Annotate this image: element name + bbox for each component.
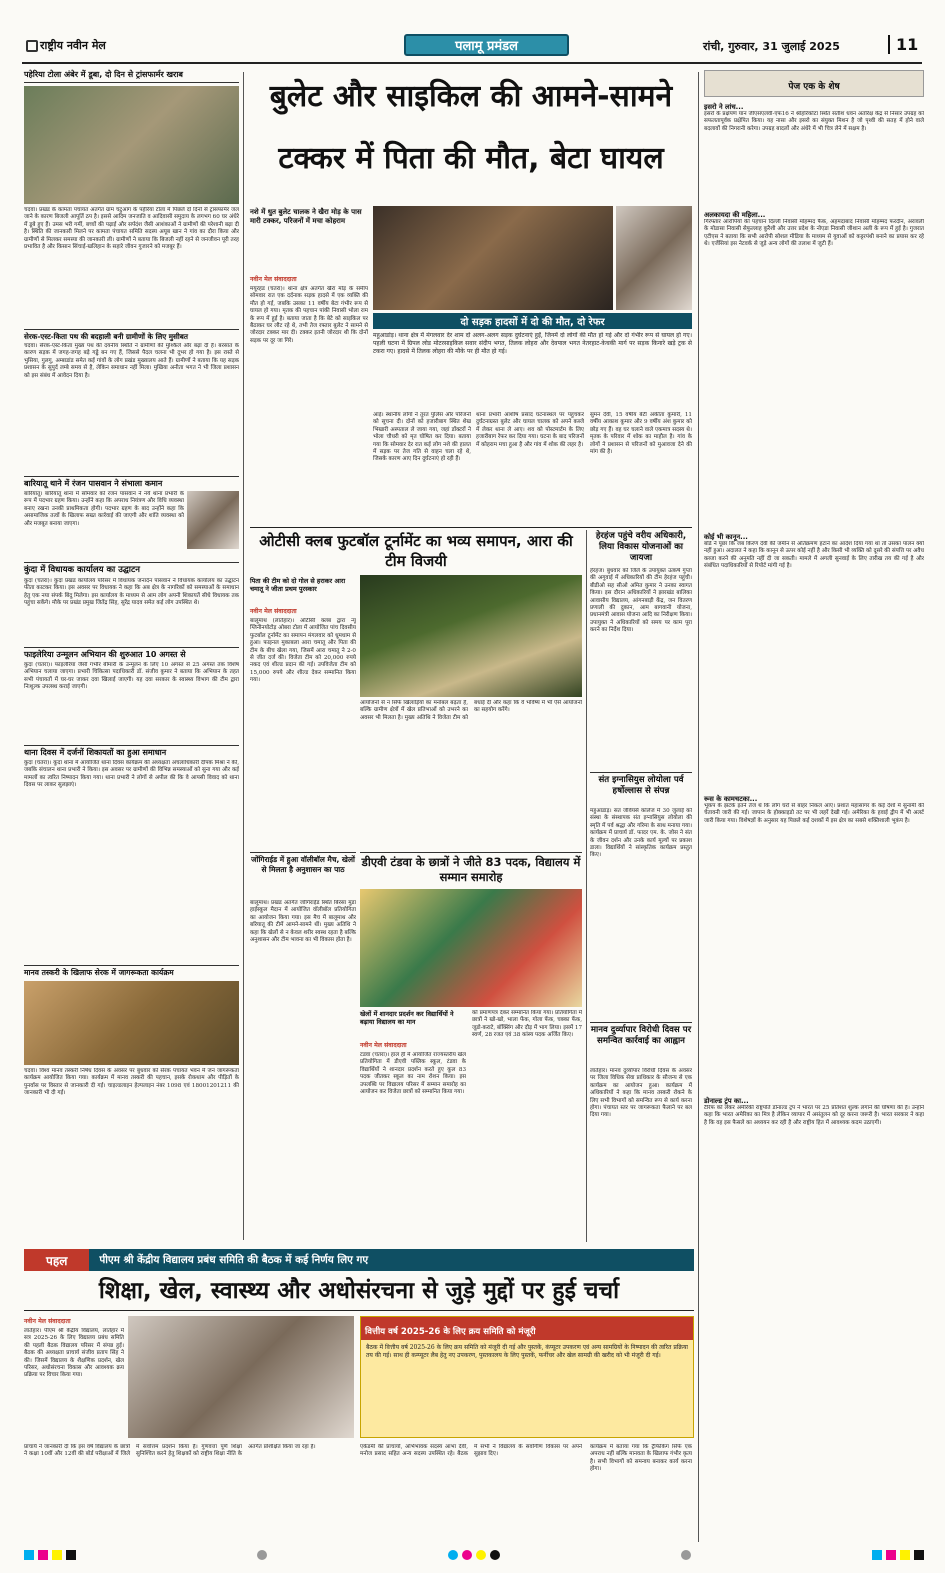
bottom-body-3: एकेडमी की प्राचार्या, अभिभावक सदस्य आभा देवी, मनोज प्रसाद सहित अन्य सदस्य उपस्थित रहे। बैठक में सभी ने विद्यालय के सर्वांगीण विकास पर अपने सुझाव दिए। bbox=[360, 1444, 582, 1458]
hrs-headline: हेरहंज पहुंचे वरीय अधिकारी, लिया विकास योजनाओं का जायजा bbox=[595, 531, 687, 563]
otc-headline: ओटीसी क्लब फुटबॉल टूर्नामेंट का भव्य समापन, आरा की टीम विजयी bbox=[259, 532, 573, 570]
registration-strip bbox=[24, 1547, 924, 1563]
main-bullet: नशे में धुत बुलेट चालक ने खैरा मोड़ के पास मारी टक्कर, परिजनों में मचा कोहराम bbox=[250, 208, 362, 225]
bottom-body-4: कार्यक्रम में बताया गया कि ट्रैफिकिंग सिर्फ एक अपराध नहीं बल्कि मानवता के खिलाफ गंभीर कृत्य है। सभी विभागों को समन्वय बनाकर कार्य करना होगा। bbox=[590, 1444, 692, 1473]
masthead-rule bbox=[22, 62, 922, 64]
sant-body: महुआडांड़। संत जेवियर्स कॉलेज में 30 जुलाई को संस्था के संस्थापक संत इग्नासियुस लोयोला की स्मृति में पर्व श्रद्धा और गरिमा के साथ मनाया गया। कार्यक्रम में प्राचार्य डॉ. फादर एम. के. जोस ने संत के जीवन दर्शन और उनके कार्य मूल्यों पर प्रकाश डाला। विद्यार्थियों ने सांस्कृतिक कार्यक्रम प्रस्तुत किए। bbox=[590, 808, 692, 859]
story-filaria-headline: फाइलेरिया उन्मूलन अभियान की शुरुआत 10 अगस्त से bbox=[24, 647, 239, 660]
main-body-3: थाना प्रभारी आशीष प्रसाद घटनास्थल पर पहुंचकर दुर्घटनाग्रस्त बुलेट और घायल चालक को अपने कब्जे में लेकर थाना ले आए। शव को पोस्टमार्टम के लिए हजारीबाग रेफर कर दिया गया। घटना के बाद परिजनों में कोहराम मचा हुआ है और गांव में शोक की लहर है। bbox=[476, 412, 584, 448]
russia-label: रूस के कामचटका... bbox=[704, 795, 758, 803]
manav-body: लातेहार। मानव दुर्व्यापार विरोधी दिवस के अवसर पर जिला विधिक सेवा प्राधिकार के सौजन्य से एक कार्यक्रम का आयोजन हुआ। कार्यक्रम में अधिकारियों ने कहा कि मानव तस्करी रोकने के लिए सभी विभागों को समन्वित रूप से कार्य करना होगा। पंचायत स्तर पर जागरूकता फैलाने पर बल दिया गया। bbox=[590, 1068, 692, 1119]
dav-byline: नवीन मेल संवाददाता bbox=[360, 1042, 407, 1049]
main-side-body: सुमन देवी, 15 वर्षीय बेटी अंकीता कुमारी, 11 वर्षीय आकाश कुमार और 9 वर्षीय अंश कुमार को छोड़ गए हैं। वह घर चलाने वाले एकमात्र सदस्य थे। मृतक के परिवार में शोक का माहौल है। गांव के लोगों ने प्रशासन से परिजनों को मुआवजा देने की मांग की है। bbox=[590, 412, 692, 456]
alqaeda-body: गिरफ्तार आरोपियों की पहचान दिल्ली निवासी मोहम्मद फैक, अहमदाबाद निवासी मोहम्मद फरदीन, अरावली के मोडासा निवासी सेफुल्लाह कुरैशी और उत्तर प्रदेश के नोएडा निवासी जीशान अली के रूप में हुई है। गुजरात एटीएस ने बताया कि सभी आरोपी सोशल मीडिया के माध्यम से युवाओं को कट्टरपंथी बनाने का प्रयास कर रहे थे। एजेंसियां इस नेटवर्क से जुड़े अन्य लोगों की तलाश में जुटी हैं। bbox=[704, 219, 924, 248]
story-transformer-photo bbox=[24, 86, 239, 204]
otc-body-2: आयोजनों से न सिर्फ खिलाड़ियों का मनोबल बढ़ता है, बल्कि ग्रामीण क्षेत्रों में खेल प्रतिभाओं को उभरने का अवसर भी मिलता है। मुख्य अतिथि ने विजेता टीम को बधाई दी और कहा कि वे भविष्य में भी ऐसे आयोजनों का सहयोग करेंगे। bbox=[360, 700, 582, 721]
story-trafficking-body: चंदवा। विश्व मानव तस्करी निषेध दिवस के अवसर पर बुधवार को सेरक पंचायत भवन में जन जागरूकता कार्यक्रम आयोजित किया गया। कार्यक्रम में मानव तस्करी की पहचान, इसके रोकथाम और पीड़ितों के पुनर्वास पर विस्तार से जानकारी दी गई। चाइल्डलाइन हेल्पलाइन नंबर 1098 एवं 18001201211 की जानकारी भी दी गई। bbox=[24, 1068, 239, 1097]
bottom-rule bbox=[24, 1310, 694, 1311]
purchase-box-body: बैठक में वित्तीय वर्ष 2025-26 के लिए क्रय समिति को मंजूरी दी गई और पुस्तकें, कंप्यूटर उपकरण एवं अन्य सामग्रियों के निष्पादन की त्वरित प्रक्रिया तय की गई। साथ ही कम्प्यूटर लैब हेतु नए उपकरण, पुस्तकालय के लिए पुस्तकें, फर्नीचर और खेल सामग्री की खरीद को भी मंजूरी दी गई। bbox=[366, 1344, 688, 1359]
right-column-divider bbox=[698, 72, 699, 1542]
story-thana-headline: थाना दिवस में दर्जनों शिकायतों का हुआ समाधान bbox=[24, 745, 239, 758]
dav-headline: डीएवी टंडवा के छात्रों ने जीते 83 पदक, विद्यालय में सम्मान समारोह bbox=[360, 852, 582, 885]
trump-label: डोनाल्ड ट्रंप का... bbox=[704, 1097, 749, 1105]
main-body-2: आई। स्थानीय लोगों ने तुरंत पुलिस और परिजनों को सूचना दी। दोनों को हजारीबाग स्थित शेख भिखारी अस्पताल ले जाया गया, जहां डॉक्टरों ने भोला चौधरी को मृत घोषित कर दिया। बताया गया कि सोमवार देर रात कई लोग नशे की हालत में सड़क पर तेज गति से वाहन चला रहे थे, जिसके कारण आए दिन दुर्घटनाएं हो रही हैं। bbox=[373, 412, 471, 463]
law-label: कोई भी कानून... bbox=[704, 533, 748, 541]
isro-label: इसरो ने लांच... bbox=[704, 103, 744, 111]
paper-name: राष्ट्रीय नवीन मेल bbox=[40, 39, 106, 52]
date-line: रांची, गुरुवार, 31 जुलाई 2025 bbox=[703, 40, 840, 53]
main-body-1: मयूरहंड (चतरा)। थाना क्षेत्र अंतर्गत खैरा मोड़ के समीप सोमवार रात एक दर्दनाक सड़क हादसे में एक व्यक्ति की मौत हो गई, जबकि उसका 11 वर्षीय बेटा गंभीर रूप से घायल हो गया। मृतक की पहचान पांकी निवासी भोला राम के रूप में हुई है। बताया जाता है कि बेटे को साइकिल पर बैठाकर घर लौट रहे थे, तभी तेज रफ्तार बुलेट ने सामने से जोरदार टक्कर मार दी। टक्कर इतनी जोरदार थी कि दोनों सड़क पर दूर जा गिरे। bbox=[250, 286, 368, 344]
meeting-photo bbox=[128, 1316, 354, 1438]
story-road-body: चंदवा। सेरक-एस्ट-किता मुख्य पथ की दयनीय स्थिति ने ग्रामीणों की मुश्किलें और बढ़ा दी हैं। बरसात के कारण सड़क में जगह-जगह बड़े गड्ढे बन गए हैं, जिससे पैदल चलना भी दूभर हो गया है। इस रास्ते से भुसिया, गुलगु, अम्बाडांड समेत कई गांवों के लोग प्रखंड मुख्यालय आते हैं। ग्रामीणों ने बताया कि यह सड़क प्रशासन के सुपुर्द लम्बे समय से है, लेकिन समाधान नहीं मिला। मुखिया अनीता भगत ने भी जिला प्रशासन को इस संबंध में आवेदन दिया है। bbox=[24, 343, 239, 379]
officer-photo bbox=[187, 491, 239, 549]
bottom-kicker-bar bbox=[24, 1249, 694, 1271]
photo-caption-title: दो सड़क हादसों में दो की मौत, दो रेफर bbox=[460, 317, 605, 328]
dav-body: टंडवा (चतरा)। हाल ही में आयोजित राज्यस्तरीय खेल प्रतियोगिता में डीएवी पब्लिक स्कूल, टंडवा के विद्यार्थियों ने शानदार प्रदर्शन करते हुए कुल 83 पदक जीतकर स्कूल का नाम रोशन किया। इस उपलब्धि पर विद्यालय परिसर में सम्मान समारोह का आयोजन कर विजेता छात्रों को सम्मानित किया गया। bbox=[360, 1052, 466, 1096]
story-trafficking-photo bbox=[24, 981, 239, 1065]
otc-team-photo bbox=[360, 575, 582, 697]
otc-body: बालूमाथ (लातेहार)। ओटीसी क्लब द्वारा न्यू ग्लिनीनयोटोड़ ओबरा टोला में आयोजित पांच दिवसीय फुटबॉल टूर्नामेंट का समापन मंगलवार को धूमधाम से हुआ। फाइनल मुकाबला आरा चमातू और पिता की टीम के बीच खेला गया, जिसमें आरा चमातू ने 2-0 से जीत दर्ज की। विजेता टीम को 20,000 रुपये नकद एवं शील्ड प्रदान की गई। उपविजेता टीम को 15,000 रुपये और शील्ड देकर सम्मानित किया गया। bbox=[250, 618, 356, 684]
volleyball-body: बालूमाथ। प्रखंड अंतर्गत जोंगिराईड स्थित बिरसा मुंडा हाईस्कूल मैदान में आयोजित वॉलीबॉल प्रतियोगिता का आयोजन किया गया। इस मैच में बालूमाथ और बरियातू की टीमें आमने-सामने थीं। मुख्य अतिथि ने कहा कि खेलों से न केवल शरीर स्वस्थ रहता है बल्कि अनुशासन और टीम भावना का भी विकास होता है। bbox=[250, 900, 356, 944]
paper-logo-icon bbox=[26, 40, 38, 52]
dav-body-2: को प्रमाणपत्र देकर सम्मानित किया गया। प्रतियोगिता में छात्रों ने खो-खो, भाला फेंक, गोला फेंक, चक्का फेंक, जूडो-कराटे, बॉक्सिंग और दौड़ में भाग लिया। इसमें 17 स्वर्ण, 28 रजत एवं 38 कांस्य पदक अर्जित किए। bbox=[472, 1010, 582, 1039]
purchase-box-headline: वित्तीय वर्ष 2025-26 के लिए क्रय समिति को मंजूरी bbox=[365, 1327, 536, 1337]
manav-headline: मानव दुर्व्यापार विरोधी दिवस पर समन्वित कार्रवाई का आह्वान bbox=[590, 1022, 692, 1047]
trump-body: टैरिफ को लेकर अमेरिकी राष्ट्रपति डोनाल्ड ट्रंप ने भारत पर 25 प्रतिशत शुल्क लगाने की घोषणा की है। उन्होंने कहा कि भारत अमेरिका का मित्र है लेकिन व्यापार में असंतुलन को दूर करना जरूरी है। भारत सरकार ने कहा है कि वह इस फैसले का अध्ययन कर रही है और राष्ट्रीय हित में आवश्यक कदम उठाएगी। bbox=[704, 1105, 924, 1126]
story-trafficking-headline: मानव तस्करी के खिलाफ सेरक में जागरूकता कार्यक्रम bbox=[24, 965, 239, 978]
main-story-rule bbox=[250, 527, 692, 528]
bottom-kicker: पीएम श्री केंद्रीय विद्यालय प्रबंध समिति की बैठक में कई निर्णय लिए गए bbox=[99, 1254, 369, 1266]
story-transformer-body: चंदवा। प्रखंड के कामता पंचायत अंतर्गत ग्राम चटुआग के पहेरिया टोला में पिछले दो दिनों से ट्रांसफार्मर जल जाने के कारण बिजली आपूर्ति ठप है। इससे आदिम जनजाति व आदिवासी समुदाय के लगभग 60 घर अंधेरे में डूबे हुए हैं। उमस भरी गर्मी, बच्चों की पढ़ाई और सर्पदंश जैसी आशंकाओं ने ग्रामीणों की परेशानी बढ़ा दी है। स्थिति की जानकारी मिलने पर कामता पंचायत समिति सदस्य अयूब खान ने गांव का दौरा किया और ग्रामीणों से मिलकर समस्या की जानकारी ली। ग्रामीणों ने बताया कि बिजली नहीं रहने से जनजीवन पूरी तरह प्रभावित है और किसान सिंचाई-खलिहान के सहारे जीवन गुजारने को मजबूर हैं। bbox=[24, 207, 239, 251]
otc-byline: नवीन मेल संवाददाता bbox=[250, 608, 297, 615]
main-headline-line2: टक्कर में पिता की मौत, बेटा घायल bbox=[278, 141, 664, 176]
main-photo-family bbox=[373, 206, 613, 310]
section-name: पलामू प्रमंडल bbox=[455, 39, 518, 54]
sant-headline: संत इग्नासियुस लोयोला पर्व हर्षोल्लास से संपन्न bbox=[590, 772, 692, 797]
masthead bbox=[0, 0, 945, 68]
right-column bbox=[704, 70, 924, 1540]
left-column-divider bbox=[243, 72, 244, 1240]
story-transformer-headline: पहेरिया टोला अंबेर में डूबा, दो दिन से ट्रांसफार्मर खराब bbox=[24, 70, 239, 83]
color-bars-left bbox=[24, 1550, 76, 1560]
main-bullet-box bbox=[250, 208, 368, 268]
story-road-headline: सेरक-एस्ट-किता पथ की बदहाली बनी ग्रामीणों के लिए मुसीबत bbox=[24, 329, 239, 341]
otc-bullet: पिता की टीम को दो गोल से हराकर आरा चमातू ने जीता प्रथम पुरस्कार bbox=[250, 577, 346, 593]
photo-caption-body: महुआडांड़। थाना क्षेत्र में मंगलवार देर शाम दो अलग-अलग सड़क दुर्घटनाएं हुईं, जिनमें दो लोगों की मौत हो गई और दो गंभीर रूप से घायल हो गए। पहली घटना में ग्रिपल लोड मोटरसाइकिल सवार संदीप भगत, तिलक लोहरा और देवपाल भगत नेतरहाट-केचकी मार्ग पर सड़क किनारे खड़े ट्रक से टकरा गए। हादसे में तिलक लोहरा की मौके पर ही मौत हो गई। bbox=[373, 332, 692, 355]
story-police-body: बारियातू। बारियातू थाना में सोमवार को रंजन पासवान ने नये थाना प्रभारी के रूप में पदभार ग्रहण किया। उन्होंने कहा कि अपराध नियंत्रण और विधि व्यवस्था बनाए रखना उनकी प्राथमिकता होगी। पदभार ग्रहण के बाद उन्होंने कहा कि असामाजिक तत्वों के खिलाफ सख्त कार्रवाई की जाएगी और शांति व्यवस्था को और मजबूत बनाया जाएगा। bbox=[24, 491, 184, 527]
bottom-body-2: प्राचार्य ने जानकारी दी कि इस वर्ष विद्यालय के छात्रों ने कक्षा 10वीं और 12वीं की बोर्ड परीक्षाओं में जिले में सर्वोत्तम प्रदर्शन किया है। गुणवत्ता पूर्ण शिक्षा सुनिश्चित करने हेतु शिक्षकों को राष्ट्रीय शिक्षा नीति के अंतर्गत प्रशिक्षित किया जा रहा है। bbox=[24, 1444, 316, 1458]
isro-body: इसरो के प्रक्षेपण यान जीएसएलवी-एफ16 ने श्रीहरिकोटा स्थित सतीश धवन अंतरिक्ष केंद्र से निसार उपग्रह को सफलतापूर्वक प्रक्षेपित किया। यह नासा और इसरो का संयुक्त मिशन है जो पृथ्वी की सतह में होने वाले बदलावों की निगरानी करेगा। उपग्रह बादलों और अंधेरे में भी चित्र लेने में सक्षम है। bbox=[704, 111, 924, 132]
volleyball-headline: जोंगिराईड में हुआ वॉलीबॉल मैच, खेलों से मिलता है अनुशासन का पाठ bbox=[250, 852, 356, 875]
story-thana-body: कुंदा (चतरा)। कुंदा थाना में आयोजित थाना दिवस कार्यक्रम की अध्यक्षता अंचलाधिकारी दीपक मिश्रा ने की, जबकि संचालन थाना प्रभारी ने किया। इस अवसर पर ग्रामीणों की विभिन्न समस्याओं को सुना गया और कई मामलों का त्वरित निष्पादन किया गया। थाना प्रभारी ने लोगों से अपील की कि वे आपसी विवाद को थाना दिवस पर लाकर सुलझाएं। bbox=[24, 760, 239, 789]
bottom-body-1: लातेहार। पीएम श्री केंद्रीय विद्यालय, लातेहार में सत्र 2025-26 के लिए विद्यालय प्रबंध समिति की पहली बैठक विद्यालय परिसर में संपन्न हुई। बैठक की अध्यक्षता प्राचार्य संजीव प्रताप सिंह ने की। जिसमें विद्यालय के शैक्षणिक प्रदर्शन, खेल परिसर, अधोसंरचना विकास और आवश्यक क्रय प्रक्रिया पर विचार किया गया। bbox=[24, 1328, 124, 1379]
main-headline-line1: बुलेट और साइकिल की आमने-सामने bbox=[269, 79, 673, 114]
main-byline: नवीन मेल संवाददाता bbox=[250, 276, 297, 283]
dav-students-photo bbox=[360, 889, 582, 1007]
section-banner bbox=[404, 34, 569, 56]
dav-bullet: खेलों में शानदार प्रदर्शन कर विद्यार्थियों ने बढ़ाया विद्यालय का मान bbox=[360, 1010, 454, 1026]
bottom-byline: नवीन मेल संवाददाता bbox=[24, 1318, 71, 1325]
story-office-body: कुंदा (चतरा)। कुंदा प्रखंड कार्यालय परिसर में विधायक जनार्दन पासवान ने विधायक कार्यालय का उद्घाटन फीता काटकर किया। इस अवसर पर विधायक ने कहा कि अब क्षेत्र के नागरिकों को समस्याओं के समाधान हेतु एक नया संपर्क बिंदु मिलेगा। इस कार्यालय के माध्यम से आम लोग अपनी शिकायतें सीधे विधायक तक पहुंचा सकेंगे। मौके पर प्रखंड प्रमुख जितेंद्र सिंह, सुरेंद्र यादव समेत कई लोग उपस्थित थे। bbox=[24, 578, 239, 607]
law-body: बोर्ड ने पूछा कि जब किरण देवी की जमीन से अतिक्रमण हटाने का आदेश दिया गया था तो उसका पालन क्यों नहीं हुआ। अदालत ने कहा कि कानून से ऊपर कोई नहीं है और किसी भी व्यक्ति को दूसरे की संपत्ति पर अवैध कब्जा करने की अनुमति नहीं दी जा सकती। मामले में अगली सुनवाई के लिए तारीख तय की गई है और संबंधित पदाधिकारियों से रिपोर्ट मांगी गई है। bbox=[704, 541, 924, 570]
page-number: 11 bbox=[888, 35, 918, 54]
bottom-headline: शिक्षा, खेल, स्वास्थ्य और अधोसंरचना से जुड़े मुद्दों पर हुई चर्चा bbox=[98, 1278, 620, 1304]
color-bars-right bbox=[872, 1550, 924, 1560]
alqaeda-label: अलकायदा की महिला... bbox=[704, 211, 766, 219]
story-filaria-body: कुंदा (चतरा)। फाइलेरिया जैसी गंभीर बीमारी के उन्मूलन के लिए 10 अगस्त से 25 अगस्त तक विशेष अभियान चलाया जाएगा। प्रभारी चिकित्सा पदाधिकारी डॉ. संजीव कुमार ने बताया कि अभियान के तहत सभी पंचायतों में घर-घर जाकर दवा खिलाई जाएगी। यह दवा सरकार के स्वास्थ्य विभाग की टीम द्वारा निःशुल्क उपलब्ध कराई जाएगी। bbox=[24, 662, 239, 691]
registration-dot bbox=[257, 1550, 267, 1560]
story-police-headline: बारियातू थाने में रंजन पासवान ने संभाला कमान bbox=[24, 476, 239, 489]
main-photo-injured-boy bbox=[616, 206, 692, 310]
pahal-tag: पहल bbox=[24, 1249, 89, 1271]
right-column-headline: पेज एक के शेष bbox=[788, 82, 840, 92]
registration-dot-right bbox=[681, 1550, 691, 1560]
hrs-body: हेरहंज। बुधवार को जिले के उपायुक्त उत्कर्ष गुप्ता की अगुवाई में अधिकारियों की टीम हेरहंज पहुंची। बीडीओ सह सीओ अमित कुमार ने उनका स्वागत किया। इस दौरान अधिकारियों ने झारखंड बालिका आवासीय विद्यालय, आंगनबाड़ी केंद्र, जन वितरण प्रणाली की दुकान, आम बागवानी योजना, प्रधानमंत्री आवास योजना आदि का निरीक्षण किया। उपायुक्त ने अधिकारियों को समय पर काम पूरा करने का निर्देश दिया। bbox=[590, 568, 692, 634]
left-column bbox=[24, 70, 239, 970]
purchase-box bbox=[360, 1316, 694, 1438]
color-dots-center bbox=[448, 1550, 500, 1560]
story-office-headline: कुंदा में विधायक कार्यालय का उद्घाटन bbox=[24, 562, 239, 576]
photo-caption-bar bbox=[373, 313, 692, 329]
center-right-divider bbox=[586, 530, 587, 1242]
russia-body: भूकंप के झटके इतने तेज थे कि लोग घरों से बाहर निकल आए। प्रशांत महासागर के कई देशों में सुनामी की चेतावनी जारी की गई। जापान के होक्काइडो तट पर भी लहरें देखी गईं। अमेरिका के हवाई द्वीप में भी अलर्ट जारी किया गया। विशेषज्ञों के अनुसार यह पिछले कई दशकों में इस क्षेत्र का सबसे शक्तिशाली भूकंप है। bbox=[704, 803, 924, 824]
trafficking-story bbox=[24, 965, 239, 1245]
